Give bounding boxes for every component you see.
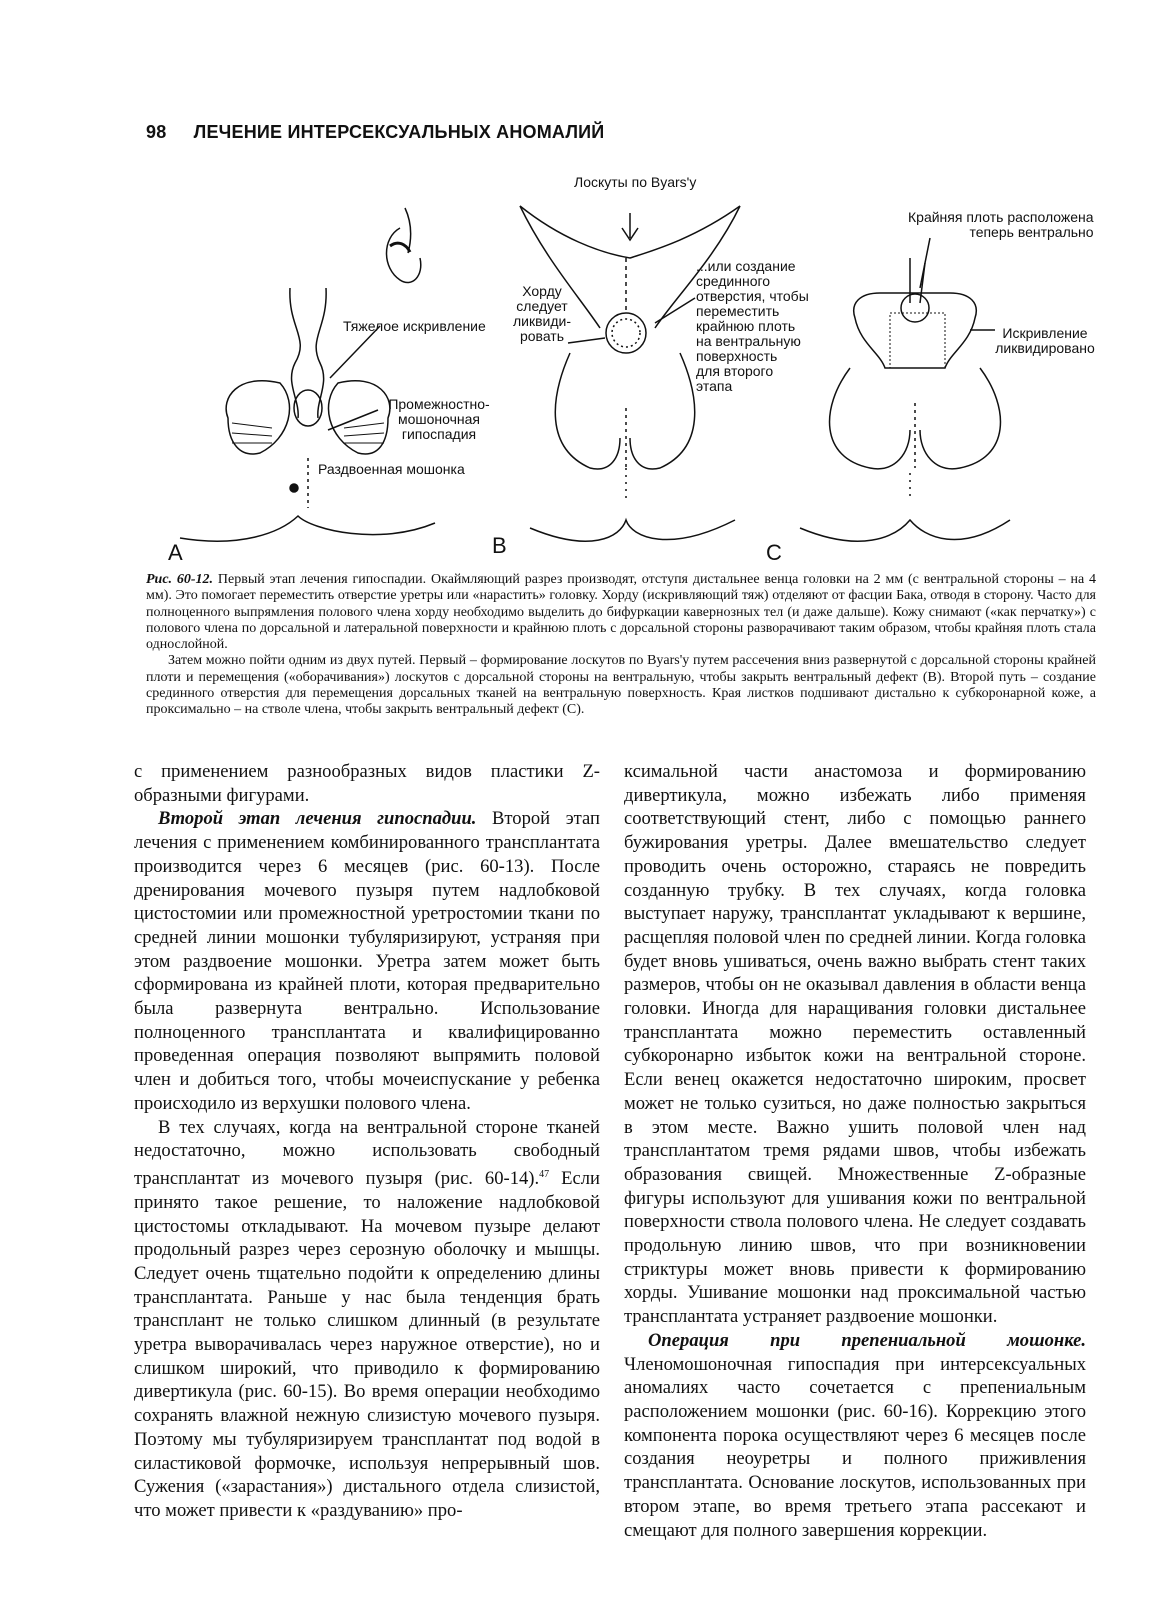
panel-a-drawing	[180, 208, 435, 541]
paragraph: В тех случаях, когда на вентральной стороне тканей недостаточно, можно использовать свободный трансплантат из мочевого пузыря (рис. 60-14).$^{47}$ Если принято такое решение, то наложение надлобковой цистостомы откладывают. На мочевом пузыре делают продольный разрез через серозную оболочку и мышцы. Следует очень тщательно подойти к определению длины трансплантата. Раньше у нас была тенденция брать трансплант не только слишком длинный (в результате уретра выворачивалась через наружное отверстие), но и слишком широкий, что приводило к формированию дивертикула (рис. 60-15). Во время операции необходимо сохранять влажной нежную слизистую мочевого пузыря. Поэтому мы тубуляризируем трансплантат под водой в силастиковой формочке, используя непрерывный шов. Сужения («зарастания») дистального отдела слизистой, что может привести к «раздуванию» про-	[134, 1116, 600, 1521]
running-header	[146, 122, 604, 143]
panel-label-c: C	[766, 540, 782, 565]
caption-figure-label: Рис. 60-12.	[146, 572, 214, 587]
figure-60-12	[150, 168, 1100, 578]
figure-caption	[146, 572, 1096, 719]
paragraph: ксимальной части анастомоза и формированию дивертикула, можно избежать либо применяя соответствующий стент, либо с помощью раннего бужирования уретры. Далее вмешательство следует проводить очень осторожно, стараясь не повредить созданную трубку. В тех случаях, когда головка выступает наружу, трансплантат укладывают к вершине, расщепляя половой член по средней линии. Когда головка будет вновь ушиваться, очень важно выбрать стент таких размеров, чтобы он не оказывал давления в области венца головки. Иногда для наращивания головки дистальнее трансплантата можно переместить оставленный субкоронарно избыток кожи на вентральной стороне. Если венец окажется недостаточно широким, просвет может не только сузиться, но даже полностью закрыться в этом месте. Важно ушить половой член над трансплантатом тремя рядами швов, чтобы избежать образования свищей. Множественные Z-образные фигуры используют для ушивания кожи по вентральной поверхности ствола полового члена. Не следует создавать продольную линию швов, что при возникновении стриктуры может вновь привести к формированию хорды. Ушивание мошонки над проксимальной частью трансплантата устраняет раздвоение мошонки.	[624, 761, 1086, 1328]
paragraph: Второй этап лечения гипоспадии. Второй этап лечения с применением комбинированного трансплантата производится через 6 месяцев (рис. 60-13). После дренирования мочевого пузыря путем надлобковой цистостомии или промежностной уретростомии ткани по средней линии мошонки тубуляризируют, устраняя при этом раздвоение мошонки. Уретра затем может быть сформирована из крайней плоти, которая предварительно была развернута вентрально. Использование полноценного трансплантата и квалифицированно проведенная операция позволяют выпрямить половой член и добиться того, чтобы мочеиспускание у ребенка происходило из верхушки полового члена.	[134, 808, 600, 1114]
label-midline-opening: ...или создание срединного отверстия, чтобы переместить крайнюю плоть на вентральную поверхность для второго этапа	[696, 258, 809, 394]
caption-paragraph-1: Рис. 60-12. Первый этап лечения гипоспадии. Окаймляющий разрез производят, отступя дистальнее венца головки на 2 мм (с вентральной стороны – на 4 мм). Это помогает переместить отверстие уретры или «нарастить» головку. Хорду (искривляющий тяж) отделяют от фасции Бака, отводя в сторону. Часто для полноценного выпрямления полового члена хорду необходимо выделить до бифуркации кавернозных тел (и даже дальше). Кожу снимают («как перчатку») с полового члена по дорсальной и латеральной поверхности и крайнюю плоть с дорсальной стороны разворачивают таким образом, чтобы крайняя плоть стала однослойной.	[146, 572, 1097, 653]
label-chord-eliminate: Хорду следует ликвиди- ровать	[512, 283, 572, 344]
panel-c-drawing	[800, 238, 1010, 541]
panel-label-b: B	[492, 533, 507, 558]
label-severe-curvature: Тяжелое искривление	[343, 318, 486, 334]
page-number: 98	[146, 122, 167, 142]
section-heading: Операция при препениальной мошонке.	[648, 1329, 1086, 1351]
footnote-ref: 47	[539, 1168, 550, 1180]
label-perineoscrotal-hypospadias: Промежностно- мошоночная гипоспадия	[388, 396, 490, 442]
panel-label-a: A	[168, 540, 183, 565]
paragraph: Операция при препениальной мошонке. Членомошоночная гипоспадия при интерсексуальных аномалиях часто сочетается с препениальным расположением мошонки (рис. 60-16). Коррекцию этого компонента порока осуществляют через 6 месяцев после создания неоуретры и полного приживления трансплантата. Основание лоскутов, использованных при втором этапе, во время третьего этапа рассекают и смещают для полного завершения коррекции.	[624, 1329, 1086, 1541]
label-bifid-scrotum: Раздвоенная мошонка	[318, 461, 465, 477]
body-column-left	[134, 760, 600, 1523]
label-curvature-corrected: Искривление ликвидировано	[995, 325, 1095, 356]
running-title: ЛЕЧЕНИЕ ИНТЕРСЕКСУАЛЬНЫХ АНОМАЛИЙ	[193, 122, 605, 142]
label-byars-flaps: Лоскуты по Byars'у	[574, 174, 697, 190]
section-heading: Второй этап лечения гипоспадии.	[158, 808, 477, 830]
caption-paragraph-2: Затем можно пойти одним из двух путей. Первый – формирование лоскутов по Byars'у путем рассечения вниз развернутой с дорсальной стороны крайней плоти и перемещения («оборачивания») лоскутов с дорсальной стороны на вентральную, чтобы закрыть вентральный дефект (В). Второй путь – создание срединного отверстия для перемещения дорсальных тканей на вентральную поверхность. Края листков подшивают дистально к субкоронарной коже, а проксимально – на стволе члена, чтобы закрыть вентральный дефект (С).	[146, 653, 1096, 718]
label-foreskin-ventral: Крайняя плоть расположена теперь вентрально	[908, 209, 1094, 240]
body-column-right	[624, 760, 1086, 1542]
paragraph: с применением разнообразных видов пластики Z-образными фигурами.	[134, 761, 600, 806]
